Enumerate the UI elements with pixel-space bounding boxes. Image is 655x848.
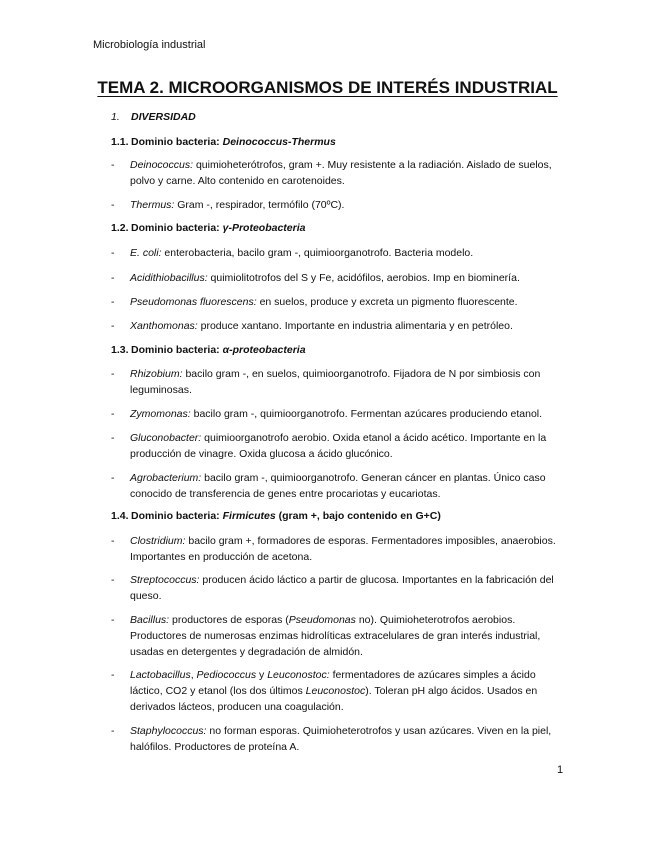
organism-name: Pseudomonas fluorescens: (130, 296, 257, 308)
subsection-number: 1.1. (111, 136, 129, 148)
bullet-dash: - (111, 296, 115, 308)
organism-name-inline: Pseudomonas (288, 614, 356, 626)
subsection-number: 1.3. (111, 344, 129, 356)
section-label: DIVERSIDAD (131, 111, 196, 123)
list-item (111, 197, 566, 213)
item-text: bacilo gram -, quimioorganotrofo. Fermentan azúcares produciendo etanol. (190, 408, 543, 420)
organism-name: Pediococcus (196, 669, 257, 681)
bullet-dash: - (111, 432, 115, 444)
organism-name: Agrobacterium: (130, 472, 202, 484)
bullet-dash: - (111, 614, 115, 626)
organism-name: Streptococcus: (130, 574, 200, 586)
subsection-taxon: Firmicutes (222, 510, 276, 522)
list-item (111, 366, 566, 398)
subsection-heading-1-1 (111, 136, 336, 148)
list-item (111, 430, 566, 462)
list-item (111, 406, 566, 422)
list-item (111, 470, 566, 502)
item-text: bacilo gram -, en suelos, quimioorganotrofo. Fijadora de N por simbiosis con leguminosas. (130, 368, 541, 396)
subsection-prefix: Dominio bacteria: (131, 510, 223, 522)
organism-name: Thermus: (130, 199, 175, 211)
list-item (111, 157, 566, 189)
organism-name: Xanthomonas: (130, 320, 198, 332)
page-title: TEMA 2. MICROORGANISMOS DE INTERÉS INDUSTRIAL (97, 78, 558, 97)
item-text: bacilo gram -, quimioorganotrofo. Generan cáncer en plantas. Único caso conocido de transferencia de genes entre procariotas y eucariotas. (130, 472, 546, 500)
subsection-suffix: (gram +, bajo contenido en G+C) (275, 510, 441, 522)
section-heading-1 (111, 111, 196, 123)
organism-name: Clostridium: (130, 535, 186, 547)
item-text: enterobacteria, bacilo gram -, quimioorganotrofo. Bacteria modelo. (161, 247, 474, 259)
list-item (111, 533, 566, 565)
subsection-heading-1-4 (111, 510, 441, 522)
bullet-dash: - (111, 247, 115, 259)
item-text: en suelos, produce y excreta un pigmento fluorescente. (256, 296, 518, 308)
bullet-dash: - (111, 669, 115, 681)
list-item (111, 294, 566, 310)
list-item (111, 612, 566, 660)
subsection-heading-1-2 (111, 222, 305, 234)
item-text: ). Toleran pH algo ácidos. Usados en derivados lácteos, producen una coagulación. (130, 685, 538, 713)
list-item (111, 667, 566, 715)
list-item (111, 723, 566, 755)
organism-name: E. coli: (130, 247, 162, 259)
running-header: Microbiología industrial (93, 39, 206, 51)
organism-name: Lactobacillus (130, 669, 191, 681)
item-text: no forman esporas. Quimioheterotrofos y usan azúcares. Viven en la piel, halófilos. Productores de proteína A. (130, 725, 552, 753)
bullet-dash: - (111, 368, 115, 380)
organism-name: Gluconobacter: (130, 432, 202, 444)
item-text: produce xantano. Importante en industria alimentaria y en petróleo. (197, 320, 513, 332)
bullet-dash: - (111, 320, 115, 332)
separator: y (256, 669, 268, 681)
subsection-heading-1-3 (111, 344, 306, 356)
item-text: Gram -, respirador, termófilo (70ºC). (174, 199, 345, 211)
page-number: 1 (557, 764, 564, 776)
list-item (111, 270, 566, 286)
bullet-dash: - (111, 472, 115, 484)
bullet-dash: - (111, 199, 115, 211)
subsection-prefix: Dominio bacteria: (131, 222, 223, 234)
item-text: productores de esporas ( (169, 614, 289, 626)
organism-name: Bacillus: (130, 614, 170, 626)
organism-name: Rhizobium: (130, 368, 183, 380)
item-text: fermentadores de azúcares simples a ácido láctico, CO2 y etanol (los dos últimos (130, 669, 536, 697)
bullet-dash: - (111, 159, 115, 171)
organism-name-inline: Leuconostoc (305, 685, 366, 697)
bullet-dash: - (111, 725, 115, 737)
organism-name: Leuconostoc: (267, 669, 330, 681)
separator: , (190, 669, 197, 681)
subsection-prefix: Dominio bacteria: (131, 344, 223, 356)
item-text: no). Quimioheterotrofos aerobios. Productores de numerosas enzimas hidrolíticas extracelulares de gran interés industrial, usadas en detergentes y degradación de almidón. (130, 614, 541, 658)
organism-name: Deinococcus: (130, 159, 194, 171)
item-text: quimioheterótrofos, gram +. Muy resistente a la radiación. Aislado de suelos, polvo y carne. Alto contenido en carotenoides. (130, 159, 552, 187)
organism-name: Zymomonas: (130, 408, 191, 420)
organism-name: Staphylococcus: (130, 725, 207, 737)
section-number: 1. (111, 111, 120, 123)
subsection-taxon: Deinococcus-Thermus (222, 136, 336, 148)
item-text: quimioorganotrofo aerobio. Oxida etanol a ácido acético. Importante en la producción de vinagre. Oxida glucosa a ácido glucónico. (130, 432, 547, 460)
bullet-dash: - (111, 574, 115, 586)
item-text: quimiolitotrofos del S y Fe, acidófilos, aerobios. Imp en biominería. (207, 272, 520, 284)
item-text: bacilo gram +, formadores de esporas. Fermentadores imposibles, anaerobios. Importantes en producción de acetona. (130, 535, 556, 563)
bullet-dash: - (111, 272, 115, 284)
subsection-number: 1.4. (111, 510, 129, 522)
subsection-taxon: γ-Proteobacteria (222, 222, 306, 234)
bullet-dash: - (111, 408, 115, 420)
bullet-dash: - (111, 535, 115, 547)
item-text: producen ácido láctico a partir de glucosa. Importantes en la fabricación del queso. (130, 574, 554, 602)
list-item (111, 245, 566, 261)
subsection-taxon: α-proteobacteria (222, 344, 306, 356)
list-item (111, 572, 566, 604)
organism-name: Acidithiobacillus: (130, 272, 208, 284)
list-item (111, 318, 566, 334)
subsection-prefix: Dominio bacteria: (131, 136, 223, 148)
subsection-number: 1.2. (111, 222, 129, 234)
